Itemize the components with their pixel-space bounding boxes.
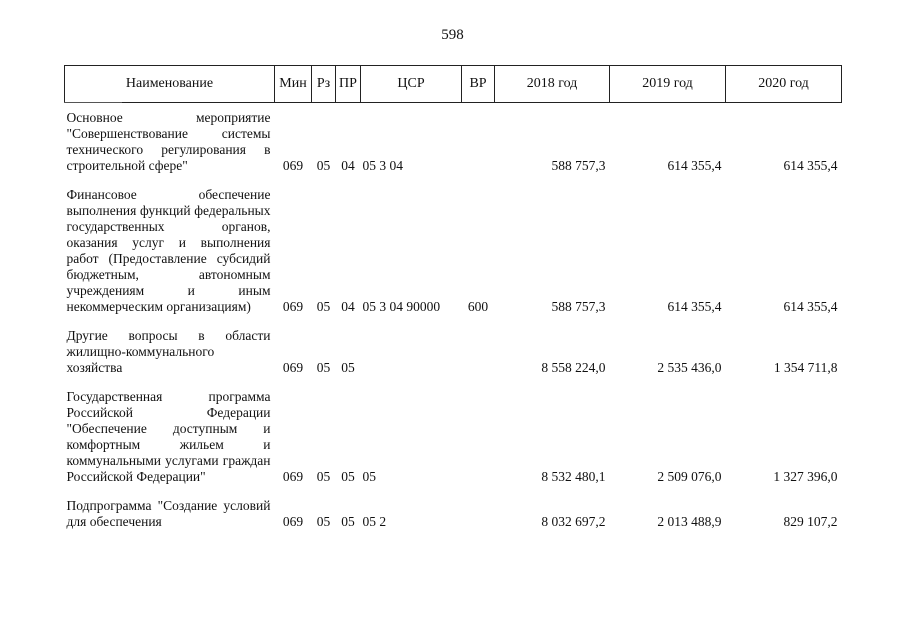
row-2020: 614 355,4 <box>783 299 838 314</box>
row-csr: 05 3 04 <box>362 158 403 173</box>
header-2018: 2018 год <box>495 66 610 103</box>
table-header-row <box>65 66 842 103</box>
header-csr: ЦСР <box>361 66 462 103</box>
row-csr <box>361 328 462 376</box>
table-row <box>65 187 842 315</box>
page-number: 598 <box>441 27 464 43</box>
row-rz: 05 <box>316 469 331 484</box>
row-pr: 05 <box>341 360 355 375</box>
row-min: 069 <box>282 360 304 375</box>
row-csr: 05 <box>362 469 376 484</box>
row-2019: 2 013 488,9 <box>657 514 722 529</box>
header-rz: Рз <box>312 66 336 103</box>
row-name: Другие вопросы в области жилищно-коммунального хозяйства <box>66 328 271 375</box>
row-rz: 05 <box>316 514 331 529</box>
row-min: 069 <box>282 514 304 529</box>
row-csr: 05 3 04 90000 <box>362 299 441 314</box>
row-name: Подпрограмма "Создание условий для обеспечения <box>66 498 271 529</box>
row-2018: 588 757,3 <box>551 158 606 173</box>
row-2019: 2 509 076,0 <box>657 469 722 484</box>
table-row <box>65 110 842 174</box>
row-2020: 829 107,2 <box>783 514 838 529</box>
row-pr: 04 <box>341 299 355 314</box>
row-2019: 614 355,4 <box>667 299 722 314</box>
row-rz: 05 <box>316 158 331 173</box>
row-name: Государственная программа Российской Федерации "Обеспечение доступным и комфортным жильем и коммунальными услугами граждан Российской Федерации" <box>66 389 271 484</box>
row-2019: 614 355,4 <box>667 158 722 173</box>
header-name: Наименование <box>65 66 275 103</box>
row-min: 069 <box>282 299 304 314</box>
row-min: 069 <box>282 469 304 484</box>
row-vr <box>462 110 495 174</box>
row-name: Основное мероприятие "Совершенствование системы технического регулирования в строительной сфере" <box>66 110 271 173</box>
row-2020: 1 354 711,8 <box>773 360 838 375</box>
row-pr: 04 <box>341 158 355 173</box>
row-csr: 05 2 <box>362 514 387 529</box>
row-pr: 05 <box>341 514 355 529</box>
row-vr <box>462 328 495 376</box>
table-row <box>65 328 842 376</box>
header-underline-decoration <box>64 102 122 103</box>
row-vr: 600 <box>467 299 489 314</box>
row-2018: 8 558 224,0 <box>541 360 606 375</box>
header-2019: 2019 год <box>610 66 726 103</box>
row-2018: 8 032 697,2 <box>541 514 606 529</box>
row-2020: 614 355,4 <box>783 158 838 173</box>
row-2020: 1 327 396,0 <box>773 469 838 484</box>
row-rz: 05 <box>316 299 331 314</box>
header-pr: ПР <box>336 66 361 103</box>
row-vr <box>462 498 495 530</box>
budget-table <box>64 65 842 530</box>
header-2020: 2020 год <box>726 66 842 103</box>
row-min: 069 <box>282 158 304 173</box>
row-pr: 05 <box>341 469 355 484</box>
table-row <box>65 389 842 485</box>
table-row <box>65 498 842 530</box>
row-name: Финансовое обеспечение выполнения функций федеральных государственных органов, оказания услуг и выполнения работ (Предоставление субсидий бюджетным, автономным учреждениям и иным некоммерческим организациям) <box>66 187 271 314</box>
header-min: Мин <box>275 66 312 103</box>
row-2018: 588 757,3 <box>551 299 606 314</box>
header-vr: ВР <box>462 66 495 103</box>
row-vr <box>462 389 495 485</box>
row-rz: 05 <box>316 360 331 375</box>
row-2019: 2 535 436,0 <box>657 360 722 375</box>
row-2018: 8 532 480,1 <box>541 469 606 484</box>
